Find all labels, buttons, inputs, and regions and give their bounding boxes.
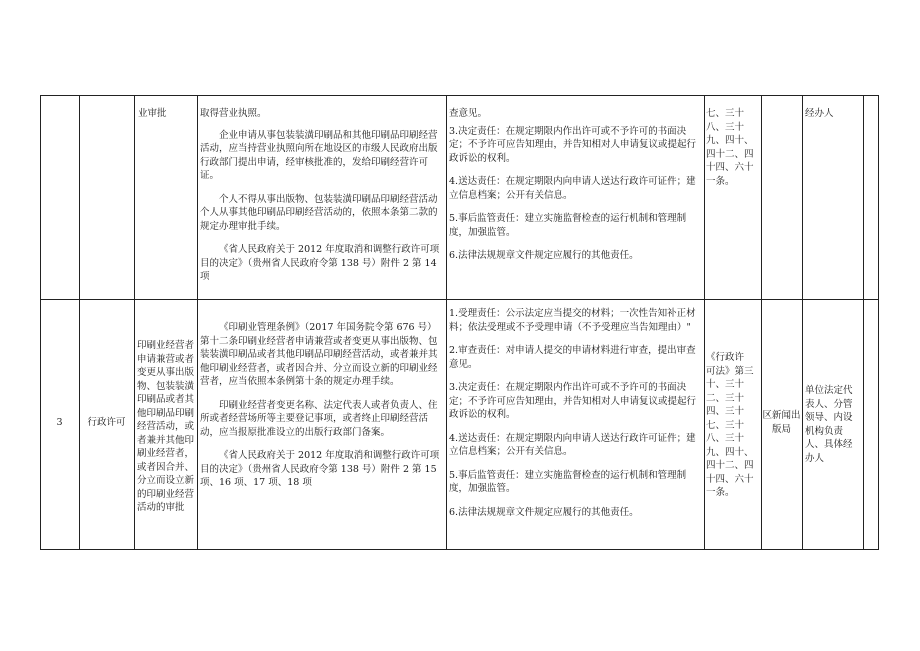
responsibility-item: 6.法律法规规章文件规定应履行的其他责任。 xyxy=(449,250,639,261)
row-b-responsible-person: 单位法定代 表人、分管 领导、内设 机构负责 人、具体经 办人 xyxy=(805,385,853,464)
basis-paragraph: 印刷业经营者变更名称、法定代表人或者负责人、住所或者经营场所等主要登记事项，或者终止印刷经营活动，应当报原批准设立的出版行政部门备案。 xyxy=(200,399,438,438)
table-border xyxy=(197,95,198,550)
basis-paragraph: 《印刷业管理条例》（2017 年国务院令第 676 号）第十二条印刷业经营者申请兼营或者变更从事出版物、包装装潢印刷品或者其他印刷品印刷经营活动，或者兼并其他印刷业经营者，或者因合并、分立而设立新的印刷业经营者，应当依照本条例第十条的规定办理手续。 xyxy=(200,322,438,387)
responsibility-item: 5.事后监管责任：建立实施监督检查的运行机制和管理制度，加强监管。 xyxy=(449,469,687,494)
row-b-responsibilities xyxy=(449,307,702,529)
basis-paragraph: 取得营业执照。 xyxy=(200,108,267,119)
table-border xyxy=(863,95,864,550)
responsibility-item: 4.送达责任：在规定期限内向申请人送达行政许可证件；建立信息档案；公开有关信息。 xyxy=(449,432,696,457)
responsibility-item: 6.法律法规规章文件规定应履行的其他责任。 xyxy=(449,506,639,518)
responsibility-item: 3.决定责任：在规定期限内作出许可或不予许可的书面决定；不予许可应告知理由，并告知相对人申请复议或提起行政诉讼的权利。 xyxy=(449,125,697,164)
row-b-department: 区新闻出 版局 xyxy=(762,410,801,435)
row-b-type: 行政许可 xyxy=(87,417,126,428)
row-divider xyxy=(40,299,879,300)
basis-paragraph: 《省人民政府关于 2012 年度取消和调整行政许可项目的决定》（贵州省人民政府令第 138 号）附件 2 第 15 项、16 项、17 项、18 项 xyxy=(200,450,440,488)
row-a-basis xyxy=(200,107,444,294)
responsibility-item: 5.事后监管责任：建立实施监督检查的运行机制和管理制度，加强监管。 xyxy=(449,213,687,238)
responsibility-table xyxy=(40,95,879,550)
row-a-responsibilities xyxy=(449,107,702,273)
responsibility-item: 查意见。 xyxy=(449,108,488,119)
table-border xyxy=(878,95,879,550)
table-border xyxy=(79,95,80,550)
table-border xyxy=(802,95,803,550)
row-b-law-articles: 《行政许 可法》第三 十、三十 二、三十 四、三十 七、三十 八、三十 九、四十、 四十二、四 十四、六十 一条。 xyxy=(706,352,754,498)
table-border xyxy=(704,95,705,550)
basis-paragraph: 个人不得从事出版物、包装装潢印刷品印刷经营活动个人从事其他印刷品印刷经营活动的，依照本条第二款的规定办理审批手续。 xyxy=(200,193,438,232)
row-a-responsible-person: 经办人 xyxy=(805,108,834,119)
row-b-number: 3 xyxy=(56,417,63,428)
row-b-item-name: 印刷业经营者 申请兼营或者 变更从事出版 物、包装装潢 印刷品或者其 他印刷品印刷 经营活动，或 者兼并其他印 刷业经营者， 或者因合并、 分立而设立新 的印刷业经营 活动的审批 xyxy=(137,340,195,513)
responsibility-item: 4.送达责任：在规定期限内向申请人送达行政许可证件；建立信息档案；公开有关信息。 xyxy=(449,176,696,201)
table-border xyxy=(40,95,41,550)
responsibility-item: 2.审查责任：对申请人提交的申请材料进行审查，提出审查意见。 xyxy=(449,345,696,370)
basis-paragraph: 企业申请从事包装装潢印刷品和其他印刷品印刷经营活动，应当持营业执照向所在地设区的市级人民政府出版行政部门提出申请，经审核批准的，发给印刷经营许可证。 xyxy=(200,129,438,181)
table-border xyxy=(40,549,879,550)
responsibility-item: 1.受理责任：公示法定应当提交的材料；一次性告知补正材料；依法受理或不予受理申请（不予受理应当告知理由）" xyxy=(449,308,696,333)
table-border xyxy=(134,95,135,550)
table-border xyxy=(446,95,447,550)
row-a-item-name: 业审批 xyxy=(138,108,167,119)
table-border xyxy=(40,95,879,96)
row-a-law-articles: 七、三十 八、三十 九、四十、 四十二、四 十四、六十 一条。 xyxy=(706,108,754,187)
basis-paragraph: 《省人民政府关于 2012 年度取消和调整行政许可项目的决定》（贵州省人民政府令第 138 号）附件 2 第 14 项 xyxy=(200,244,440,282)
row-b-basis xyxy=(200,321,444,500)
responsibility-item: 3.决定责任：在规定期限内作出许可或不予许可的书面决定；不予许可应告知理由，并告知相对人申请复议或提起行政诉讼的权利。 xyxy=(449,382,697,420)
